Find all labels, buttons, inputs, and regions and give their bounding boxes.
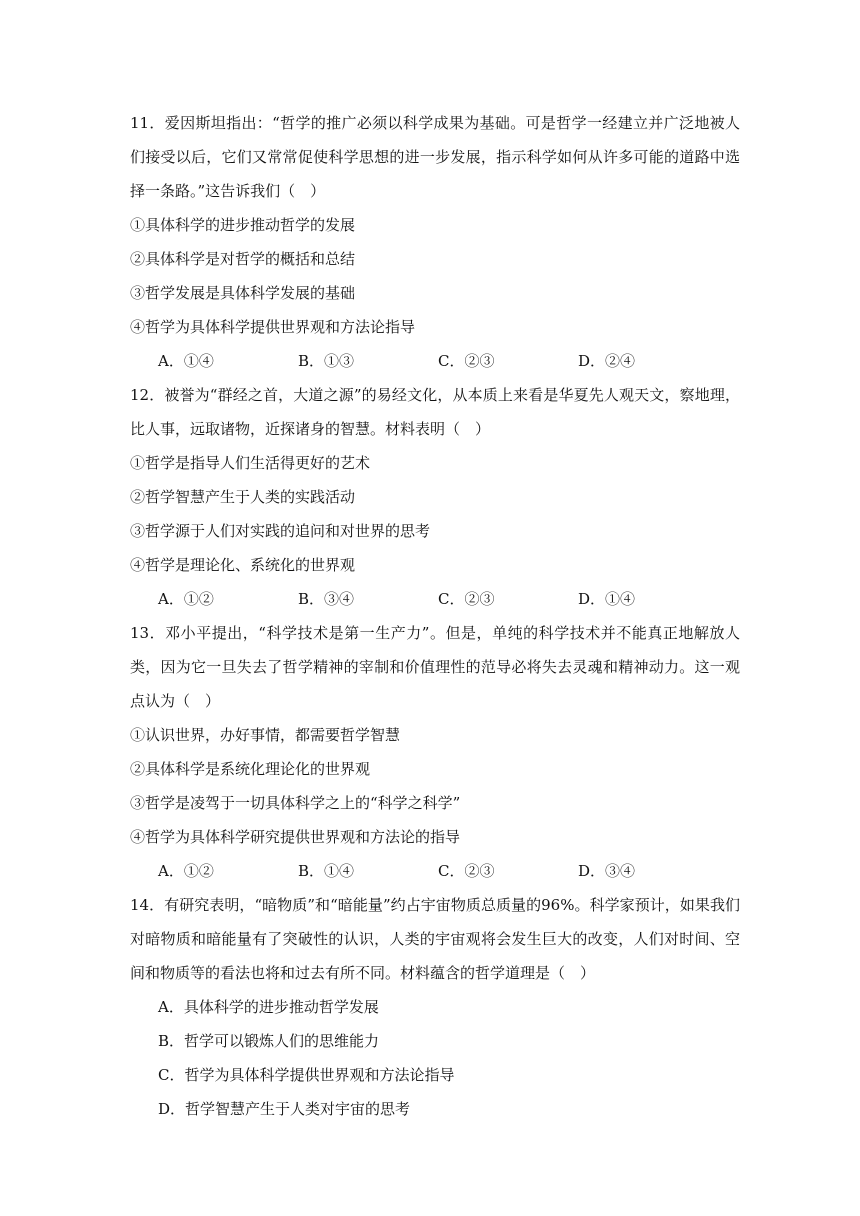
question-11 — [130, 106, 740, 378]
option-b[interactable]: B．③④ — [298, 590, 355, 608]
question-stem: 12．被誉为“群经之首，大道之源”的易经文化，从本质上来看是华夏先人观天文，察地理，比人事，远取诸物，近探诸身的智慧。材料表明（ ） — [130, 386, 740, 438]
statement-item: ①哲学是指导人们生活得更好的艺术 — [130, 454, 371, 472]
statement-item: ④哲学是理论化、系统化的世界观 — [130, 556, 356, 574]
option-a[interactable]: A．①② — [158, 590, 214, 608]
statement-item: ②哲学智慧产生于人类的实践活动 — [130, 488, 356, 506]
question-stem: 13．邓小平提出，“科学技术是第一生产力”。但是，单纯的科学技术并不能真正地解放人类，因为它一旦失去了哲学精神的宰制和价值理性的范导必将失去灵魂和精神动力。这一观点认为（ ） — [130, 624, 740, 710]
option-b[interactable]: B．哲学可以锻炼人们的思维能力 — [158, 1032, 380, 1050]
option-a[interactable]: A．具体科学的进步推动哲学发展 — [158, 998, 379, 1016]
option-b[interactable]: B．①④ — [298, 862, 355, 880]
option-c[interactable]: C．哲学为具体科学提供世界观和方法论指导 — [158, 1066, 455, 1084]
question-stem: 14．有研究表明，“暗物质”和“暗能量”约占宇宙物质总质量的96%。科学家预计，如果我们对暗物质和暗能量有了突破性的认识，人类的宇宙观将会发生巨大的改变，人们对时间、空间和物质等的看法也将和过去有所不同。材料蕴含的哲学道理是（ ） — [130, 896, 740, 982]
answer-options — [130, 344, 740, 378]
option-a[interactable]: A．①④ — [158, 352, 214, 370]
answer-options — [130, 854, 740, 888]
option-c[interactable]: C．②③ — [438, 352, 495, 370]
answer-options — [130, 582, 740, 616]
statement-item: ③哲学是凌驾于一切具体科学之上的“科学之科学” — [130, 794, 461, 812]
option-d[interactable]: D．②④ — [578, 352, 636, 370]
statement-item: ②具体科学是对哲学的概括和总结 — [130, 250, 356, 268]
option-c[interactable]: C．②③ — [438, 862, 495, 880]
question-list — [130, 106, 740, 1126]
statement-item: ①具体科学的进步推动哲学的发展 — [130, 216, 356, 234]
option-a[interactable]: A．①② — [158, 862, 214, 880]
option-d[interactable]: D．①④ — [578, 590, 636, 608]
question-14 — [130, 888, 740, 1126]
option-b[interactable]: B．①③ — [298, 352, 355, 370]
question-stem: 11．爱因斯坦指出：“哲学的推广必须以科学成果为基础。可是哲学一经建立并广泛地被人们接受以后，它们又常常促使科学思想的进一步发展，指示科学如何从许多可能的道路中选择一条路。”这告诉我们（ ） — [130, 114, 740, 200]
question-12 — [130, 378, 740, 616]
statement-item: ①认识世界，办好事情，都需要哲学智慧 — [130, 726, 401, 744]
statement-item: ④哲学为具体科学提供世界观和方法论指导 — [130, 318, 416, 336]
statement-item: ③哲学源于人们对实践的追问和对世界的思考 — [130, 522, 431, 540]
statement-item: ④哲学为具体科学研究提供世界观和方法论的指导 — [130, 828, 461, 846]
question-13 — [130, 616, 740, 888]
statement-item: ③哲学发展是具体科学发展的基础 — [130, 284, 356, 302]
option-c[interactable]: C．②③ — [438, 590, 495, 608]
statement-item: ②具体科学是系统化理论化的世界观 — [130, 760, 371, 778]
option-d[interactable]: D．③④ — [578, 862, 636, 880]
option-d[interactable]: D．哲学智慧产生于人类对宇宙的思考 — [158, 1100, 411, 1118]
